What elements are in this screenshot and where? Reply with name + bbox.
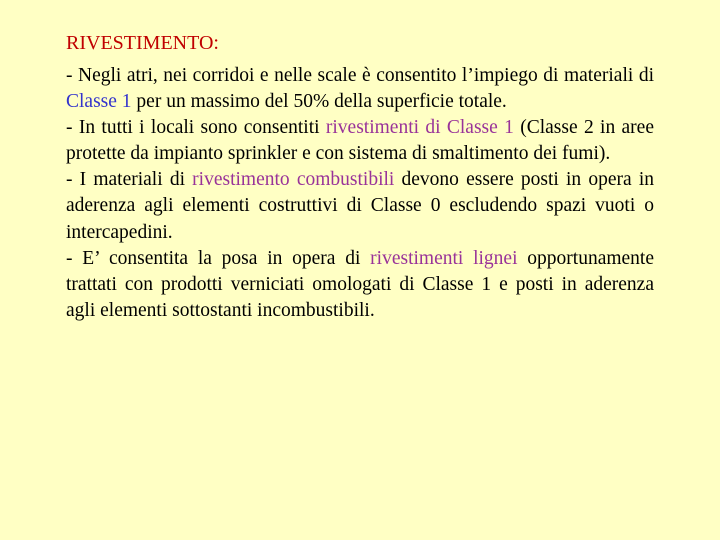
paragraph-text: - Negli atri, nei corridoi e nelle scale è consentito l’impiego di materiali di xyxy=(66,65,654,86)
paragraph-text: opportunamente trattati con prodotti verniciati omologati di Classe 1 e posti in aderenza agli elementi sottostanti incombustibili. xyxy=(66,247,655,321)
highlight-classe-1: Classe 1 xyxy=(66,91,132,113)
slide-title: RIVESTIMENTO: xyxy=(66,32,219,54)
paragraph-text: devono essere posti in opera in aderenza agli elementi costruttivi di Classe 0 escludendo spazi vuoti o intercapedini. xyxy=(66,169,655,243)
paragraph-text: - In tutti i locali sono consentiti xyxy=(66,117,326,139)
paragraph-text: per un massimo del 50% della superficie totale. xyxy=(131,91,507,113)
highlight-rivestimenti-classe-1: rivestimenti di Classe 1 xyxy=(325,117,514,139)
highlight-rivestimenti-lignei: rivestimenti lignei xyxy=(370,247,518,269)
body-text xyxy=(66,63,654,324)
paragraph-combustible xyxy=(66,167,654,245)
highlight-rivestimento-combustibili: rivestimento combustibili xyxy=(192,169,395,191)
paragraph-material-usage xyxy=(66,63,654,115)
paragraph-text: - I materiali di xyxy=(66,169,193,191)
paragraph-all-rooms xyxy=(66,115,654,167)
paragraph-text: (Classe 2 in aree protette da impianto sprinkler e con sistema di smaltimento dei fumi). xyxy=(66,117,654,165)
paragraph-text: - E’ consentita la posa in opera di xyxy=(66,247,371,269)
paragraph-wood xyxy=(66,246,654,324)
